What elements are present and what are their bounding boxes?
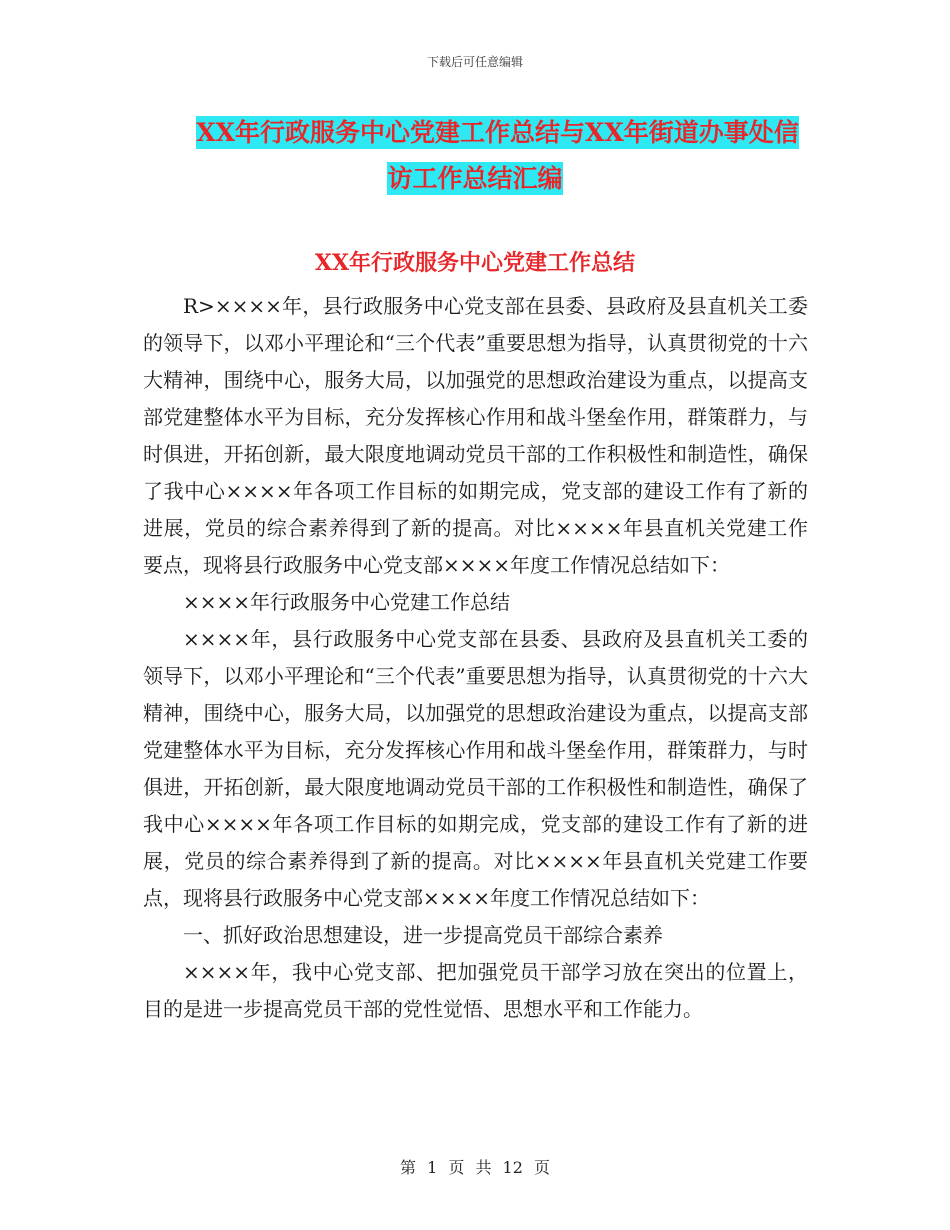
title-highlight: 访工作总结汇编 (387, 164, 563, 193)
paragraph: 一、抓好政治思想建设，进一步提高党员干部综合素养 (183, 923, 663, 947)
document-title-line-1 (0, 110, 950, 156)
section-title: XX年行政服务中心党建工作总结 (314, 250, 636, 276)
paragraph: ××××年行政服务中心党建工作总结 (183, 590, 511, 614)
paragraph: ××××年，我中心党支部、把加强党员干部学习放在突出的位置上，目的是进一步提高党员干部的党性觉悟、思想水平和工作能力。 (143, 960, 808, 1021)
document-title-line-2 (0, 156, 950, 202)
page-header-note: 下载后可任意编辑 (426, 55, 523, 69)
document-title (0, 110, 950, 202)
document-body (143, 288, 808, 1028)
title-highlight: XX年行政服务中心党建工作总结与XX年街道办事处信 (196, 118, 799, 147)
paragraph: ××××年，县行政服务中心党支部在县委、县政府及县直机关工委的领导下，以邓小平理论和“三个代表”重要思想为指导，认真贯彻党的十六大精神，围绕中心，服务大局，以加强党的思想政治建设为重点，以提高支部党建整体水平为目标，充分发挥核心作用和战斗堡垒作用，群策群力，与时俱进，开拓创新，最大限度地调动党员干部的工作积极性和制造性，确保了我中心××××年各项工作目标的如期完成，党支部的建设工作有了新的进展，党员的综合素养得到了新的提高。对比××××年县直机关党建工作要点，现将县行政服务中心党支部××××年度工作情况总结如下： (143, 627, 808, 910)
page-footer: 第 1 页 共 12 页 (400, 1158, 550, 1177)
paragraph: R>××××年，县行政服务中心党支部在县委、县政府及县直机关工委的领导下，以邓小平理论和“三个代表”重要思想为指导，认真贯彻党的十六大精神，围绕中心，服务大局，以加强党的思想政治建设为重点，以提高支部党建整体水平为目标，充分发挥核心作用和战斗堡垒作用，群策群力，与时俱进，开拓创新，最大限度地调动党员干部的工作积极性和制造性，确保了我中心××××年各项工作目标的如期完成，党支部的建设工作有了新的进展，党员的综合素养得到了新的提高。对比××××年县直机关党建工作要点，现将县行政服务中心党支部××××年度工作情况总结如下： (143, 294, 808, 577)
